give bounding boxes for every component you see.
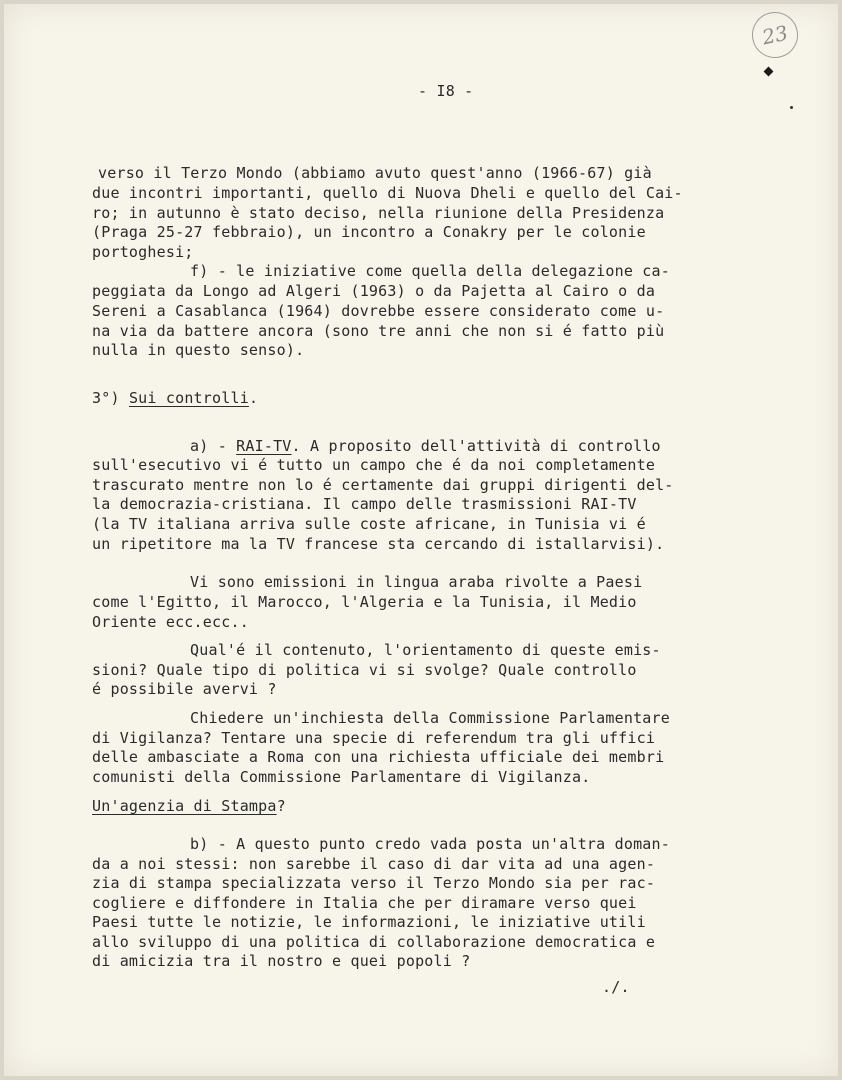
text-line — [190, 437, 661, 457]
text-line: la democrazia-cristiana. Il campo delle trasmissioni RAI-TV — [92, 495, 637, 513]
text-line: zia di stampa specializzata verso il Terzo Mondo sia per rac- — [92, 874, 656, 892]
ink-speck — [790, 106, 793, 109]
text-line: Chiedere un'inchiesta della Commissione Parlamentare — [190, 709, 670, 727]
continuation-mark: ./. — [602, 978, 630, 996]
text-line: da a noi stessi: non sarebbe il caso di dar vita ad una agen- — [92, 855, 656, 873]
subsection-title: Un'agenzia di Stampa — [92, 797, 277, 815]
item-heading-rai-tv: RAI-TV — [236, 437, 292, 455]
text-line: allo sviluppo di una politica di collaborazione democratica e — [92, 933, 656, 951]
text-line: cogliere e diffondere in Italia che per diramare verso quei — [92, 894, 637, 912]
section-heading — [92, 389, 258, 409]
text-line: due incontri importanti, quello di Nuova Dheli e quello del Cai- — [92, 184, 683, 202]
text-line: f) - le iniziative come quella della delegazione ca- — [190, 262, 670, 280]
text-line: di Vigilanza? Tentare una specie di referendum tra gli uffici — [92, 729, 656, 747]
text-line: Vi sono emissioni in lingua araba rivolte a Paesi — [190, 573, 643, 591]
text-line: come l'Egitto, il Marocco, l'Algeria e la Tunisia, il Medio — [92, 593, 637, 611]
text-line: sioni? Quale tipo di politica vi si svolge? Quale controllo — [92, 661, 637, 679]
text-line: Oriente ecc.ecc.. — [92, 613, 249, 631]
text-line: Sereni a Casablanca (1964) dovrebbe essere considerato come u- — [92, 302, 665, 320]
text-line: b) - A questo punto credo vada posta un'altra doman- — [190, 835, 670, 853]
text-line: di amicizia tra il nostro e quei popoli ? — [92, 952, 471, 970]
text-line: nulla in questo senso). — [92, 341, 305, 359]
text-line: Qual'é il contenuto, l'orientamento di queste emis- — [190, 641, 661, 659]
section-number: 3°) — [92, 389, 129, 407]
text-line: verso il Terzo Mondo (abbiamo avuto quest'anno (1966-67) già — [98, 164, 652, 182]
archive-page-stamp: 23 — [748, 8, 803, 63]
document-page — [4, 4, 838, 1076]
text-line: delle ambasciate a Roma con una richiesta ufficiale dei membri — [92, 748, 665, 766]
ink-mark — [764, 67, 774, 77]
page-number: - I8 - — [418, 82, 474, 100]
text-line: portoghesi; — [92, 243, 194, 261]
item-label: a) - — [190, 437, 237, 455]
text-line: ro; in autunno è stato deciso, nella riunione della Presidenza — [92, 204, 665, 222]
text-line: (la TV italiana arriva sulle coste africane, in Tunisia vi é — [92, 515, 646, 533]
subsection-title-suffix: ? — [276, 797, 286, 815]
section-title: Sui controlli — [128, 389, 249, 407]
text-line: Paesi tutte le notizie, le informazioni, le iniziative utili — [92, 913, 646, 931]
subsection-heading — [92, 797, 286, 817]
section-title-suffix: . — [248, 389, 259, 407]
text-line: trascurato mentre non lo é certamente dai gruppi dirigenti del- — [92, 476, 674, 494]
text-line: un ripetitore ma la TV francese sta cercando di istallarvisi). — [92, 535, 665, 553]
item-text: . A proposito dell'attività di controllo — [291, 437, 661, 455]
text-line: na via da battere ancora (sono tre anni che non si é fatto più — [92, 322, 665, 340]
text-line: comunisti della Commissione Parlamentare di Vigilanza. — [92, 768, 591, 786]
text-line: peggiata da Longo ad Algeri (1963) o da Pajetta al Cairo o da — [92, 282, 656, 300]
text-line: é possibile avervi ? — [92, 680, 277, 698]
text-line: (Praga 25-27 febbraio), un incontro a Conakry per le colonie — [92, 223, 646, 241]
text-line: sull'esecutivo vi é tutto un campo che é da noi completamente — [92, 456, 656, 474]
